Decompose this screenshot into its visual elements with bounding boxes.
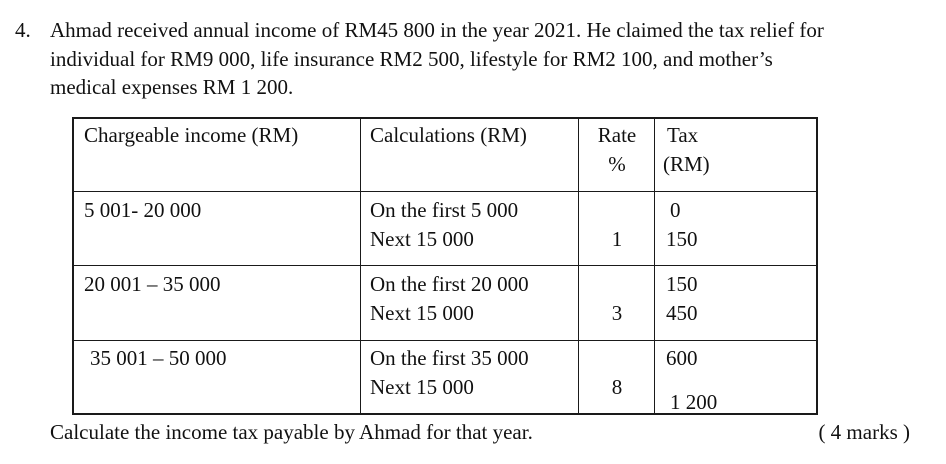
header-chargeable-income: Chargeable income (RM) [84,123,299,147]
row-1-calc-first: On the first 5 000 [370,198,519,222]
row-3-tax-first: 600 [666,346,698,370]
column-divider-3 [654,119,655,413]
row-divider-1 [74,191,816,192]
row-1-calc-next: Next 15 000 [370,227,474,251]
row-2-rate: 3 [611,301,623,325]
row-1-tax-next: 150 [666,227,698,251]
row-2-tax-next: 450 [666,301,698,325]
row-2-tax-first: 150 [666,272,698,296]
tax-rate-table [72,117,818,415]
row-2-calc-first: On the first 20 000 [370,272,529,296]
row-2-band: 20 001 – 35 000 [84,272,221,296]
column-divider-1 [360,119,361,413]
instruction-text: Calculate the income tax payable by Ahmad for that year. [50,420,533,444]
row-divider-3 [74,340,816,341]
question-number: 4. [15,18,31,42]
marks-label: ( 4 marks ) [818,420,910,444]
row-1-rate: 1 [611,227,623,251]
row-3-calc-next: Next 15 000 [370,375,474,399]
row-2-calc-next: Next 15 000 [370,301,474,325]
row-1-band: 5 001- 20 000 [84,198,202,222]
question-line-1: Ahmad received annual income of RM45 800 in the year 2021. He claimed the tax relief for [50,18,824,42]
row-3-tax-next: 1 200 [670,390,718,414]
row-3-band: 35 001 – 50 000 [90,346,227,370]
header-calculations: Calculations (RM) [370,123,527,147]
question-line-2: individual for RM9 000, life insurance RM2 500, lifestyle for RM2 100, and mother’s [50,46,773,71]
row-1-tax-first: 0 [670,198,681,222]
question-line-3: medical expenses RM 1 200. [50,75,294,99]
row-3-calc-first: On the first 35 000 [370,346,529,370]
row-3-rate: 8 [611,375,623,399]
header-rate-unit: % [608,152,626,176]
question-text [50,16,930,102]
header-rate: Rate [597,123,637,147]
header-tax: Tax [667,123,699,147]
header-tax-unit: (RM) [663,152,710,176]
column-divider-2 [578,119,579,413]
row-divider-2 [74,265,816,266]
